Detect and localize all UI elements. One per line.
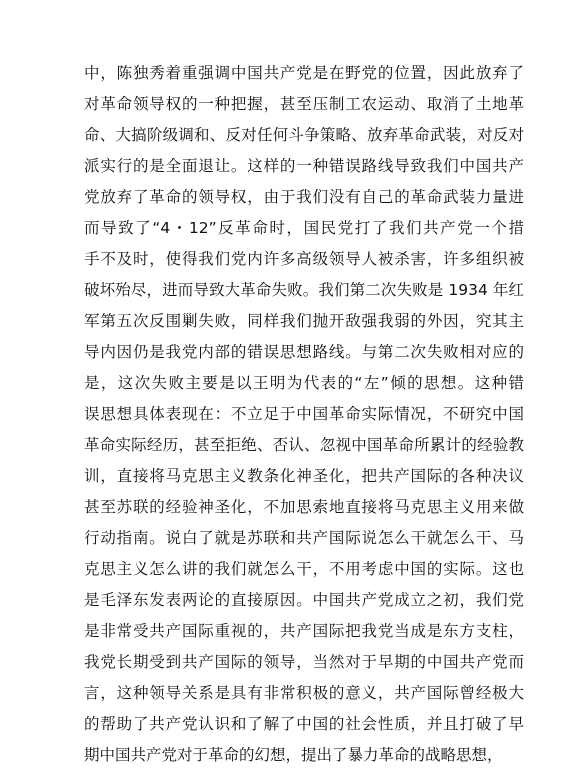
text-line: 革命实际经历，甚至拒绝、否认、忽视中国革命所累计的经验教 [84,436,524,454]
text-line: 行动指南。说白了就是苏联和共产国际说怎么干就怎么干、马 [84,529,524,547]
text-line: 是，这次失败主要是以王明为代表的“左”倾的思想。这种错 [84,374,524,392]
text-line: 党放弃了革命的领导权，由于我们没有自己的革命武装力量进 [84,188,524,206]
text-line: 命、大搞阶级调和、反对任何斗争策略、放弃革命武装，对反对 [84,126,524,144]
text-line: 误思想具体表现在：不立足于中国革命实际情况，不研究中国 [84,405,524,423]
body-text [84,58,524,771]
text-line: 甚至苏联的经验神圣化，不加思索地直接将马克思主义用来做 [84,498,524,516]
text-line: 对革命领导权的一种把握，甚至压制工农运动、取消了土地革 [84,95,524,113]
text-line: 军第五次反围剿失败，同样我们抛开敌强我弱的外因，究其主 [84,312,524,330]
text-line: 是毛泽东发表两论的直接原因。中国共产党成立之初，我们党 [84,591,524,609]
text-line: 派实行的是全面退让。这样的一种错误路线导致我们中国共产 [84,157,524,175]
text-line: 破坏殆尽，进而导致大革命失败。我们第二次失败是 1934 年红 [84,281,524,299]
text-line: 克思主义怎么讲的我们就怎么干，不用考虑中国的实际。这也 [84,560,524,578]
text-line: 手不及时，使得我们党内许多高级领导人被杀害，许多组织被 [84,250,524,268]
text-line: 期中国共产党对于革命的幻想，提出了暴力革命的战略思想， [84,746,503,764]
text-line: 言，这种领导关系是具有非常积极的意义，共产国际曾经极大 [84,684,524,702]
text-line: 是非常受共产国际重视的，共产国际把我党当成是东方支柱， [84,622,524,640]
text-line: 中，陈独秀着重强调中国共产党是在野党的位置，因此放弃了 [84,64,524,82]
text-line: 我党长期受到共产国际的领导，当然对于早期的中国共产党而 [84,653,524,671]
text-line: 导内因仍是我党内部的错误思想路线。与第二次失败相对应的 [84,343,524,361]
text-line: 的帮助了共产党认识和了解了中国的社会性质，并且打破了早 [84,715,524,733]
text-line: 训，直接将马克思主义教条化神圣化，把共产国际的各种决议 [84,467,524,485]
text-line: 而导致了“4・12”反革命时，国民党打了我们共产党一个措 [84,219,524,237]
